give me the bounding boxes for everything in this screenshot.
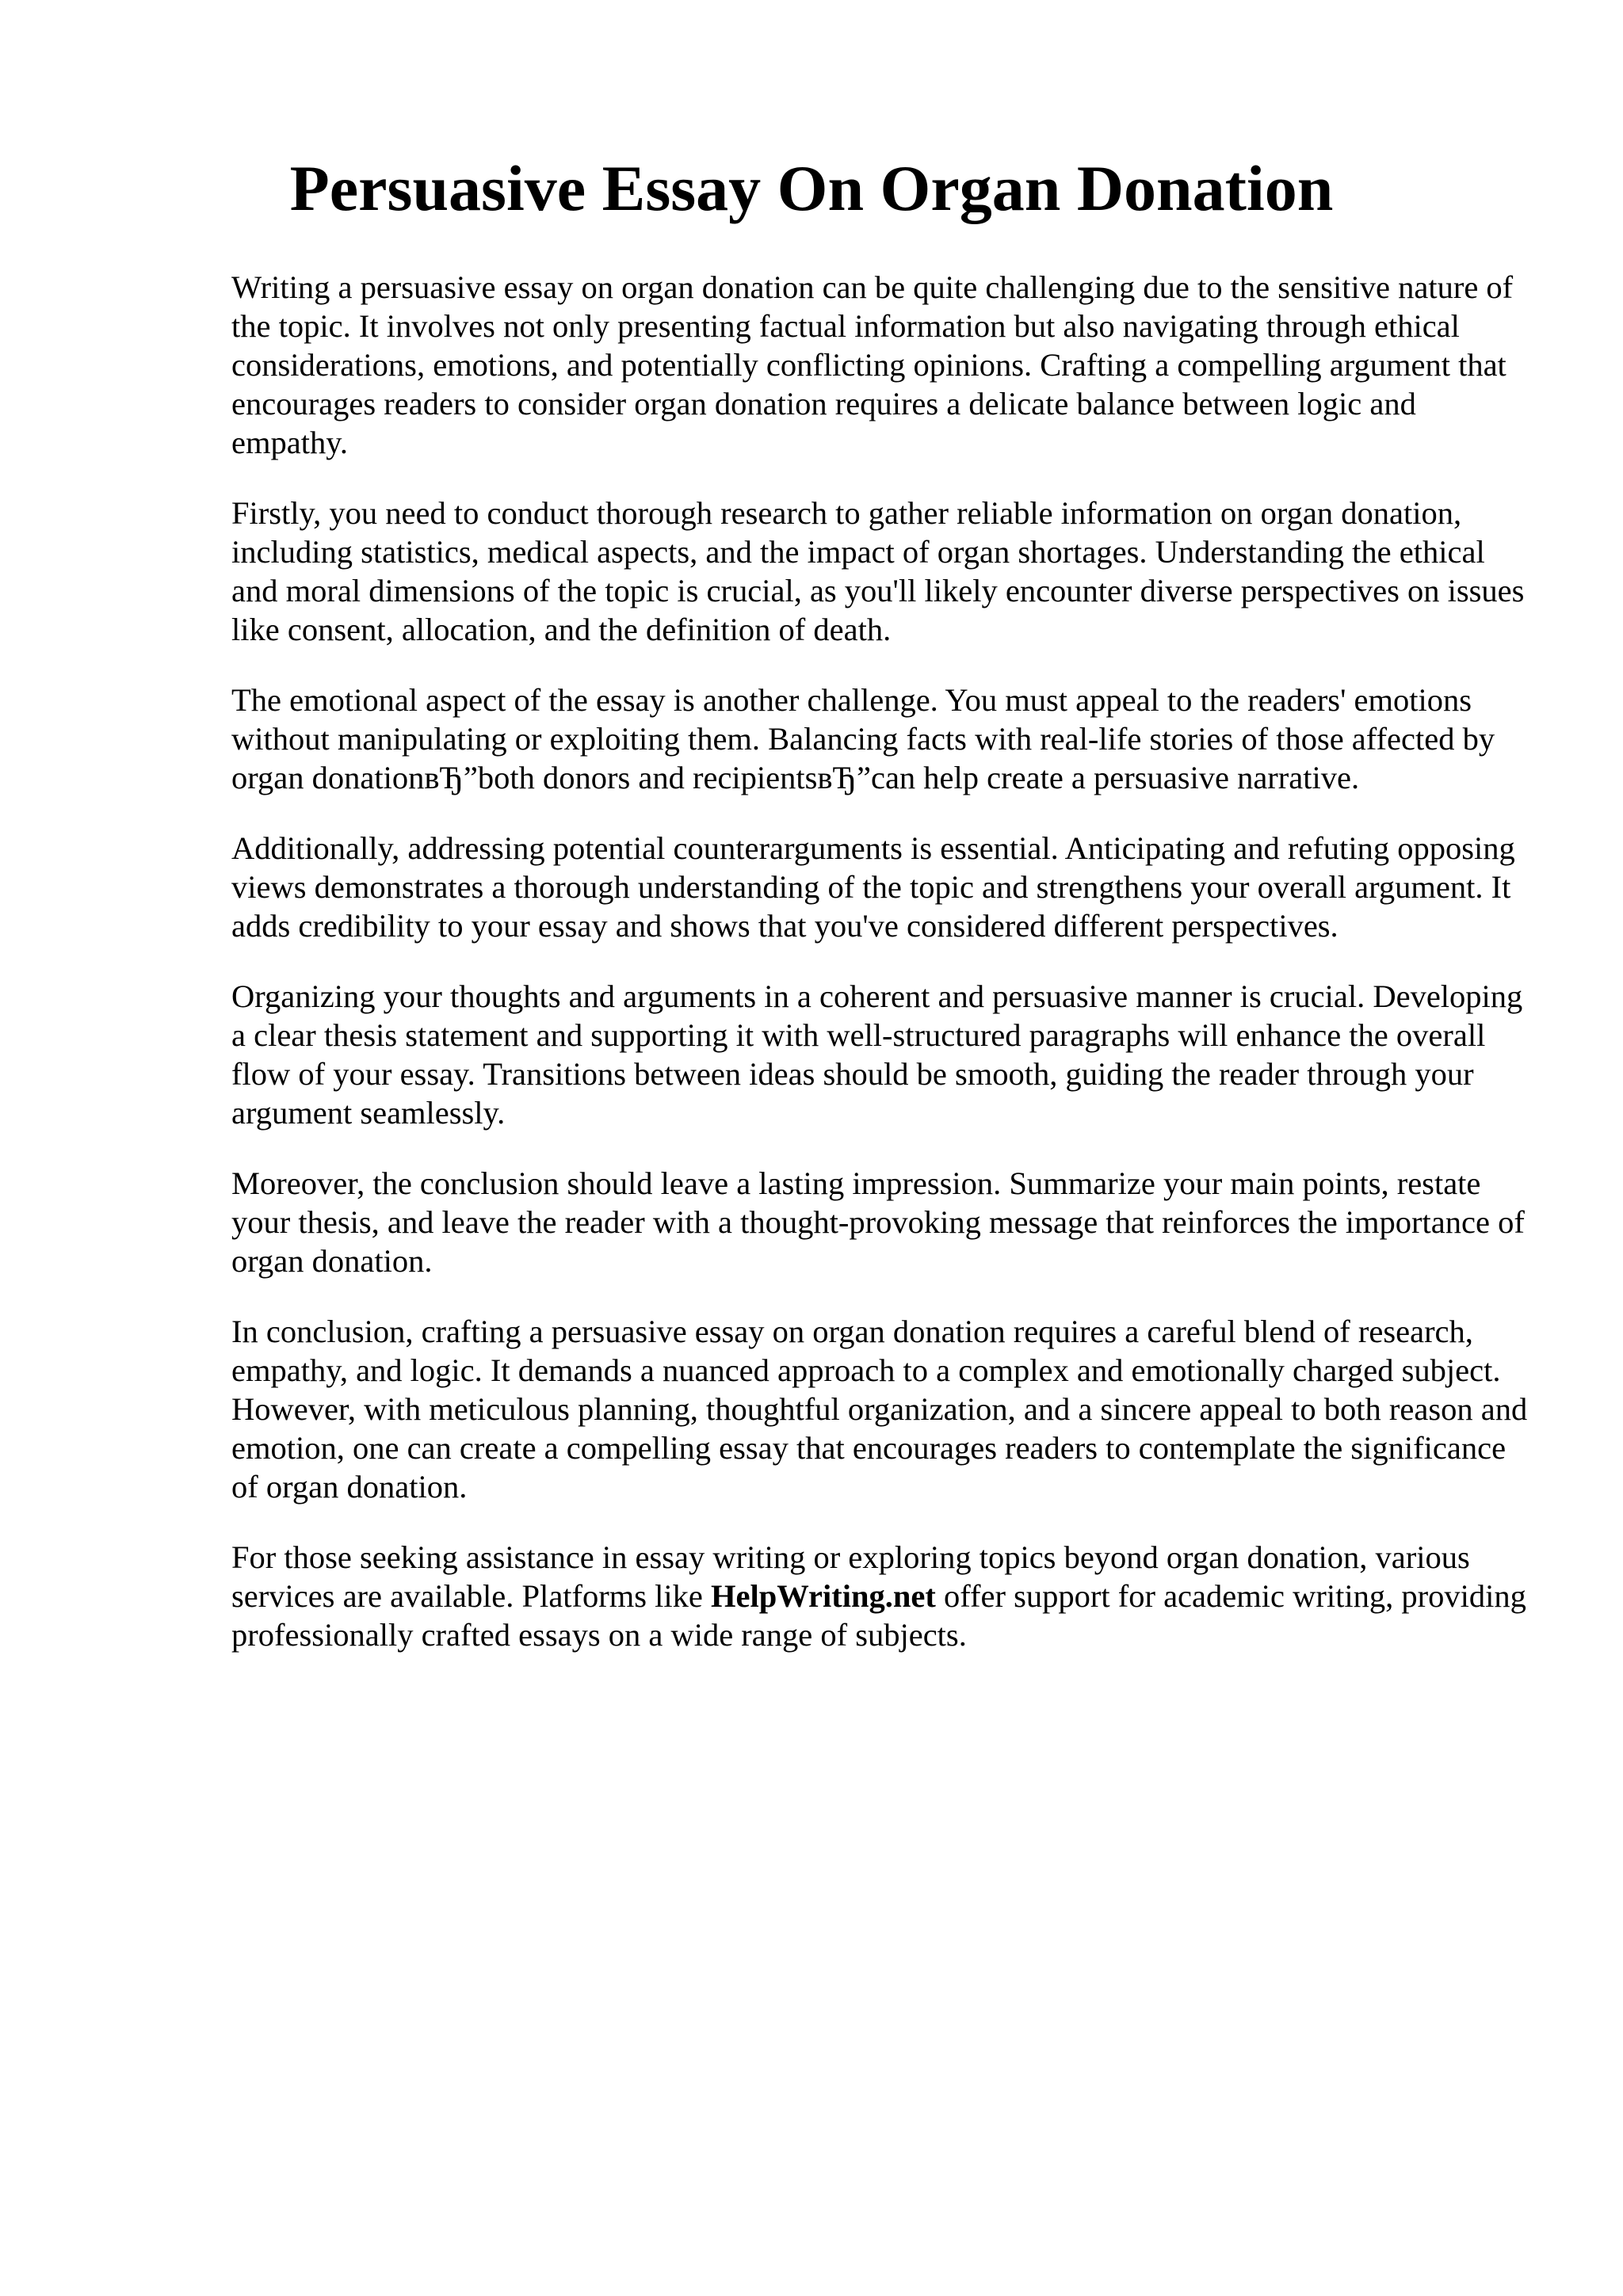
paragraph-1: Writing a persuasive essay on organ donation can be quite challenging due to the sensitive nature of the topic. It involves not only presenting factual information but also navigating through ethical considerations, emotions, and potentially conflicting opinions. Crafting a compelling argument that encourages readers to consider organ donation requires a delicate balance between logic and empathy. (231, 269, 1514, 460)
paragraph-8-outro: offer support for academic writing, providing professionally crafted essays on a wide range of subjects. (231, 1578, 1526, 1653)
document-title: Persuasive Essay On Organ Donation (289, 152, 1334, 224)
document-body (231, 268, 1531, 1686)
paragraph-8 (231, 1538, 1531, 1654)
paragraph-6: Moreover, the conclusion should leave a lasting impression. Summarize your main points, restate your thesis, and leave the reader with a thought-provoking message that reinforces the importance of organ donation. (231, 1165, 1525, 1279)
paragraph-5: Organizing your thoughts and arguments in a coherent and persuasive manner is crucial. Developing a clear thesis statement and supporting it with well-structured paragraphs will enhance the overall flow of your essay. Transitions between ideas should be smooth, guiding the reader through your argument seamlessly. (231, 978, 1523, 1131)
paragraph-3: The emotional aspect of the essay is another challenge. You must appeal to the readers' emotions without manipulating or exploiting them. Balancing facts with real-life stories of those affected by organ donationвЂ”both donors and recipientsвЂ”can help create a persuasive narrative. (231, 682, 1495, 795)
brand-link[interactable]: HelpWriting.net (711, 1578, 936, 1614)
paragraph-8-intro: For those seeking assistance in essay writing or exploring topics beyond organ donation, various services are available. Platforms like (231, 1539, 1470, 1614)
paragraph-7: In conclusion, crafting a persuasive essay on organ donation requires a careful blend of research, empathy, and logic. It demands a nuanced approach to a complex and emotionally charged subject. However, with meticulous planning, thoughtful organization, and a sincere appeal to both reason and emotion, one can create a compelling essay that encourages readers to contemplate the significance of organ donation. (231, 1314, 1528, 1505)
paragraph-2: Firstly, you need to conduct thorough research to gather reliable information on organ donation, including statistics, medical aspects, and the impact of organ shortages. Understanding the ethical and moral dimensions of the topic is crucial, as you'll likely encounter diverse perspectives on issues like consent, allocation, and the definition of death. (231, 495, 1525, 647)
paragraph-4: Additionally, addressing potential counterarguments is essential. Anticipating and refuting opposing views demonstrates a thorough understanding of the topic and strengthens your overall argument. It adds credibility to your essay and shows that you've considered different perspectives. (231, 830, 1515, 944)
